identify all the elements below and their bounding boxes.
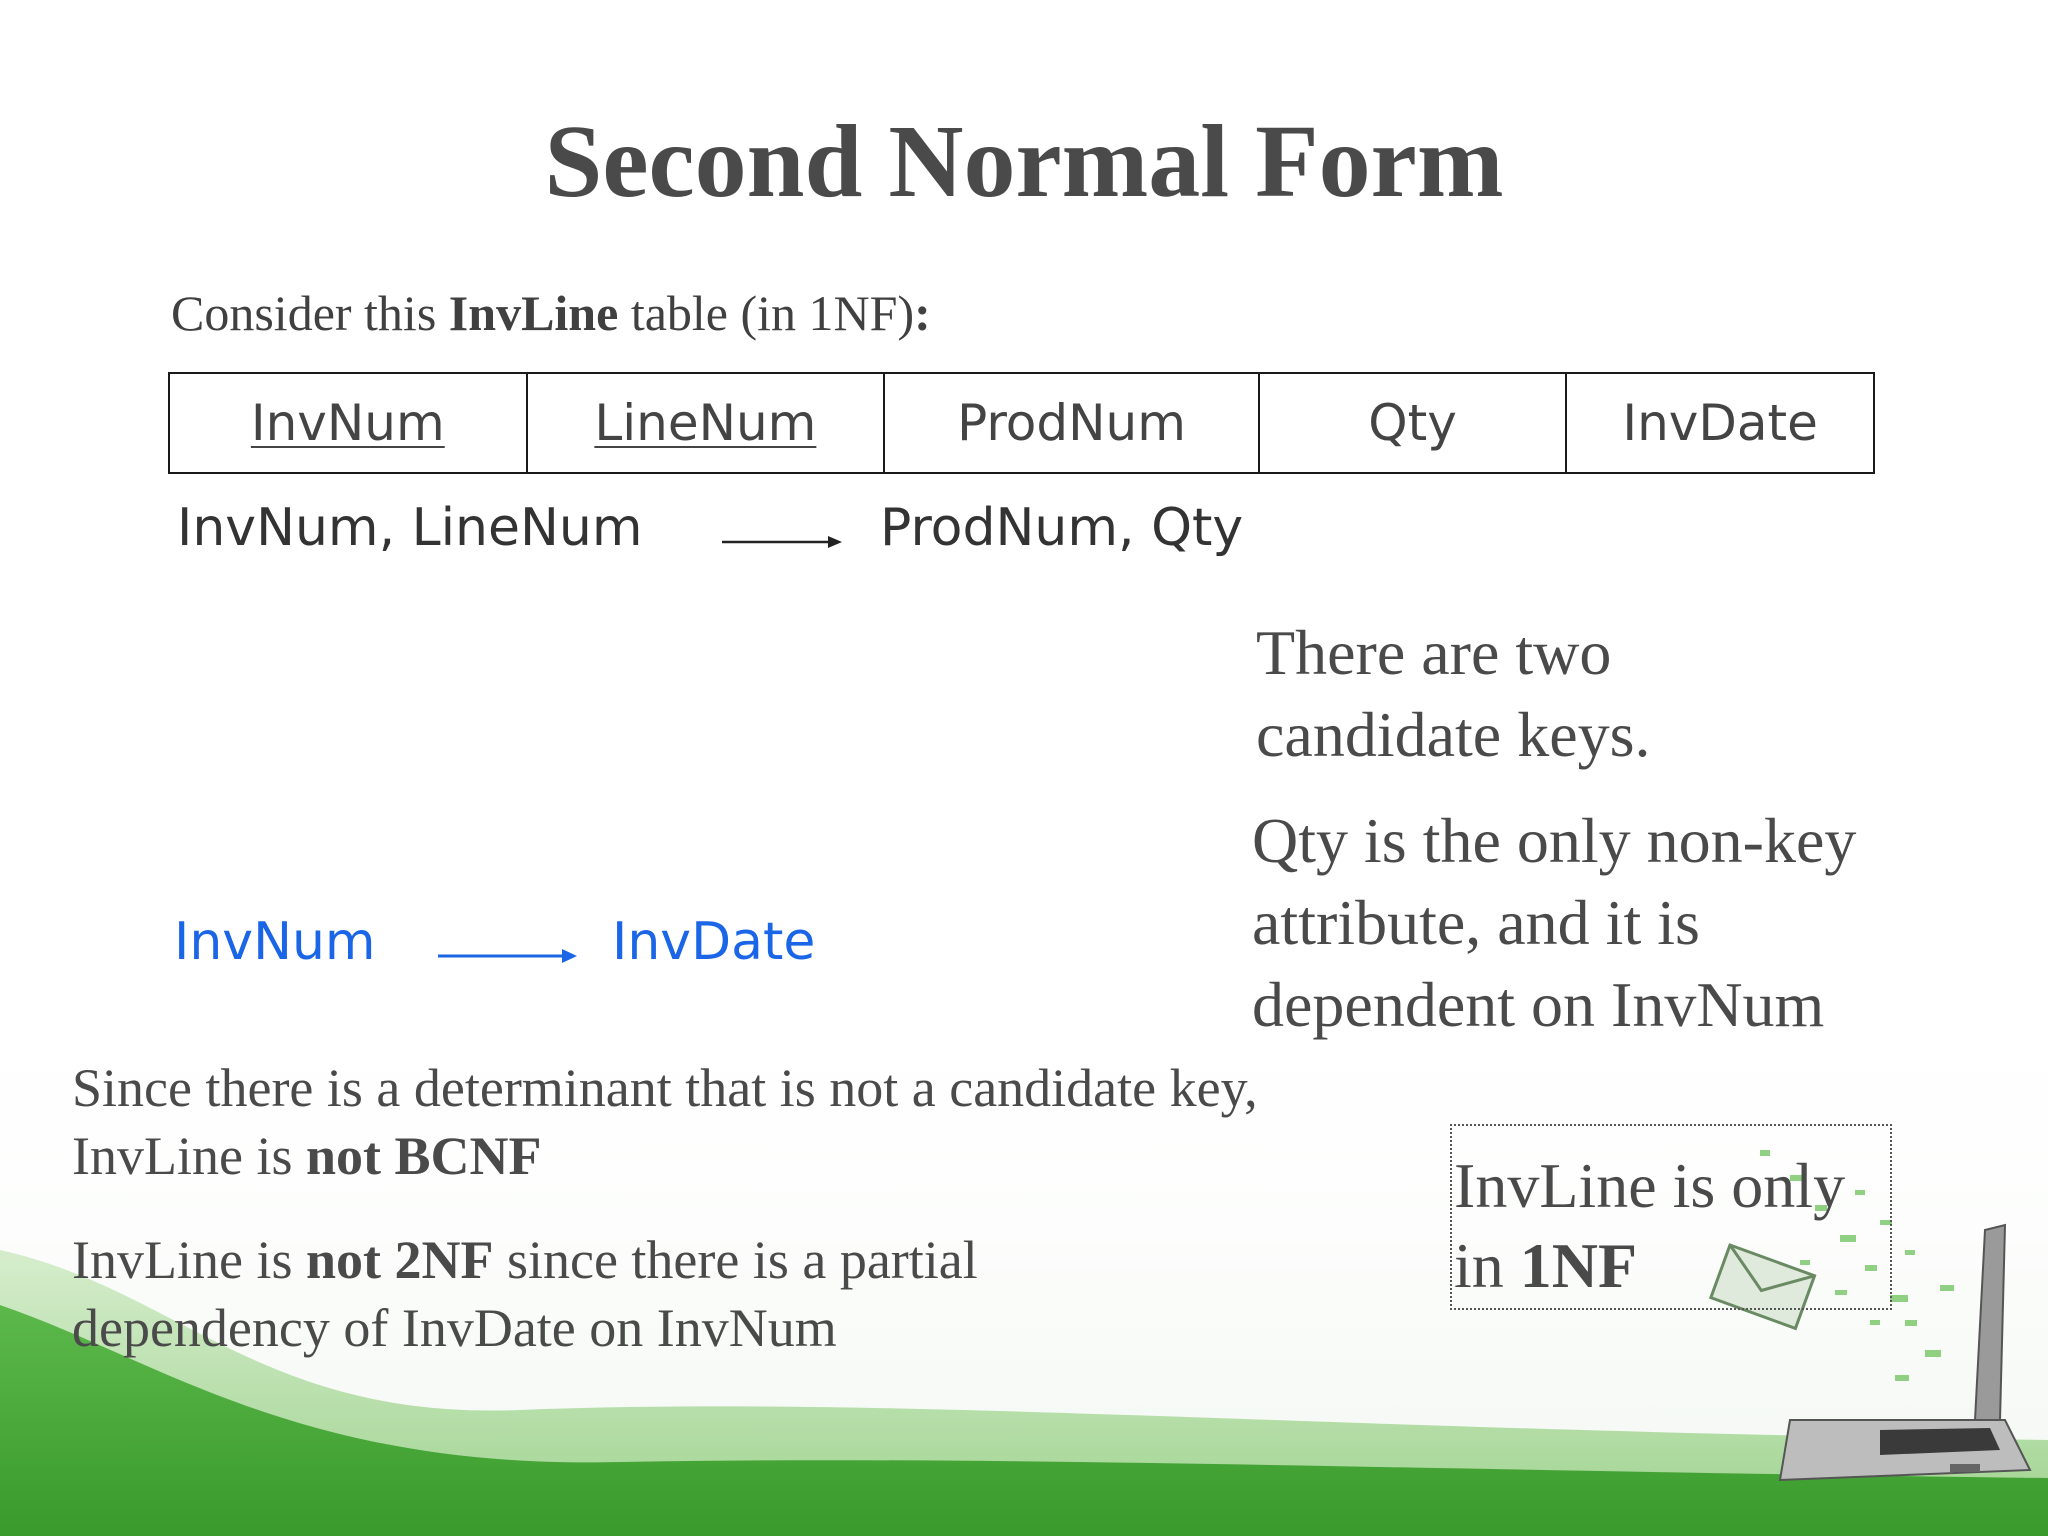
callout-box	[1450, 1124, 1892, 1310]
dependency1-arrow-icon	[722, 532, 844, 552]
column-label: ProdNum	[957, 394, 1186, 452]
dependency2-arrow-icon	[438, 946, 578, 966]
2nf-suffix: since there is a partial dependency of InvDate on InvNum	[72, 1230, 978, 1358]
2nf-explanation	[72, 1226, 1172, 1362]
dependency1-determinant: InvNum, LineNum	[177, 498, 643, 558]
dependency2-determinant: InvNum	[174, 912, 376, 972]
note-qty-dependency: Qty is the only non-key attribute, and it is dependent on InvNum	[1252, 805, 1857, 1040]
dependency1-dependent: ProdNum, Qty	[880, 498, 1244, 558]
bcnf-bold: not BCNF	[305, 1126, 542, 1186]
callout-bold: 1NF	[1519, 1230, 1638, 1301]
column-qty	[1259, 373, 1566, 473]
column-label: InvNum	[250, 394, 445, 452]
intro-text	[171, 283, 931, 343]
intro-colon: :	[914, 285, 931, 341]
dependency2-dependent: InvDate	[612, 912, 816, 972]
column-prodnum	[884, 373, 1259, 473]
invline-table	[168, 372, 1875, 474]
column-label: Qty	[1368, 394, 1457, 452]
column-linenum	[527, 373, 885, 473]
intro-prefix: Consider this	[171, 285, 449, 341]
column-invnum	[169, 373, 527, 473]
table-row	[169, 373, 1874, 473]
2nf-bold: not 2NF	[305, 1230, 494, 1290]
bcnf-text: Since there is a determinant that is not a candidate key, InvLine is	[72, 1058, 1258, 1186]
slide-title: Second Normal Form	[544, 104, 1504, 219]
callout-prefix: InvLine is only in	[1454, 1150, 1846, 1301]
bcnf-explanation	[72, 1054, 1272, 1190]
column-label: InvDate	[1622, 394, 1818, 452]
2nf-prefix: InvLine is	[72, 1230, 306, 1290]
intro-table-name: InvLine	[448, 285, 619, 341]
column-invdate	[1566, 373, 1874, 473]
intro-middle: table (in 1NF)	[618, 285, 915, 341]
column-label: LineNum	[594, 394, 817, 452]
note-candidate-keys: There are two candidate keys.	[1256, 617, 1651, 770]
